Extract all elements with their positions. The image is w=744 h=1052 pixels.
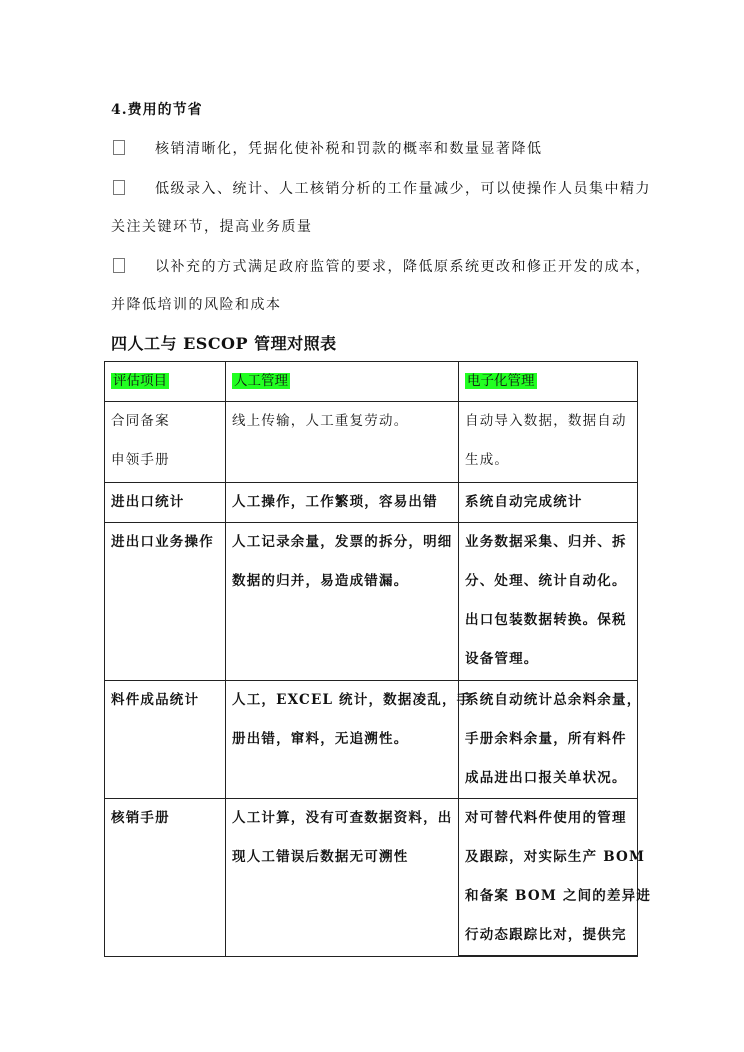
- cell-item: 合同备案 申领手册: [105, 402, 226, 483]
- bullet-text: 核销清晰化，凭据化使补税和罚款的概率和数量显著降低: [155, 141, 543, 157]
- bullet-item-2: [111, 178, 651, 198]
- table-header-row: [105, 362, 638, 402]
- table-row: [105, 523, 638, 681]
- header-manual: 人工管理: [234, 373, 288, 389]
- cell-electronic: 业务数据采集、归并、拆 分、处理、统计自动化。 出口包装数据转换。保税 设备管理。: [459, 523, 638, 681]
- cell-item: 料件成品统计: [105, 681, 226, 799]
- table-row: [105, 402, 638, 483]
- table-row: [105, 799, 638, 957]
- cell-item: 进出口业务操作: [105, 523, 226, 681]
- table-row: [105, 483, 638, 523]
- cell-item: 核销手册: [105, 799, 226, 957]
- table-title: 四人工与 ESCOP 管理对照表: [111, 334, 337, 353]
- header-cell: [226, 362, 459, 402]
- header-item: 评估项目: [113, 373, 167, 389]
- header-cell: [459, 362, 638, 402]
- cell-electronic: 系统自动统计总余料余量， 手册余料余量，所有料件 成品进出口报关单状况。: [459, 681, 638, 799]
- bullet-box-icon: [113, 258, 125, 273]
- comparison-table: [104, 361, 652, 957]
- table-row: [105, 681, 638, 799]
- section-heading: 4.费用的节省: [111, 102, 203, 118]
- bullet-item-1: [111, 138, 543, 158]
- cell-electronic: 系统自动完成统计: [459, 483, 638, 523]
- bullet-text: 以补充的方式满足政府监管的要求，降低原系统更改和修正开发的成本，: [155, 259, 651, 275]
- cell-item: 进出口统计: [105, 483, 226, 523]
- cell-manual: 线上传输，人工重复劳动。: [226, 402, 459, 483]
- bullet-text: 低级录入、统计、人工核销分析的工作量减少，可以使操作人员集中精力: [155, 181, 651, 197]
- cell-manual: 人工操作，工作繁琐，容易出错: [226, 483, 459, 523]
- header-cell: [105, 362, 226, 402]
- bullet-item-3: [111, 256, 651, 276]
- bullet-continuation: 并降低培训的风险和成本: [111, 297, 282, 313]
- cell-electronic: 自动导入数据，数据自动 生成。: [459, 402, 638, 483]
- cell-manual: 人工，EXCEL 统计，数据凌乱，手 册出错，窜料，无追溯性。: [226, 681, 459, 799]
- header-electronic: 电子化管理: [467, 373, 535, 389]
- bullet-continuation: 关注关键环节，提高业务质量: [111, 219, 313, 235]
- cell-electronic: 对可替代料件使用的管理 及跟踪，对实际生产 BOM 和备案 BOM 之间的差异进 行动态跟踪比对，提供完: [459, 799, 638, 957]
- bullet-box-icon: [113, 140, 125, 155]
- bullet-box-icon: [113, 180, 125, 195]
- cell-manual: 人工计算，没有可查数据资料，出 现人工错误后数据无可溯性: [226, 799, 459, 957]
- cell-manual: 人工记录余量，发票的拆分，明细 数据的归并，易造成错漏。: [226, 523, 459, 681]
